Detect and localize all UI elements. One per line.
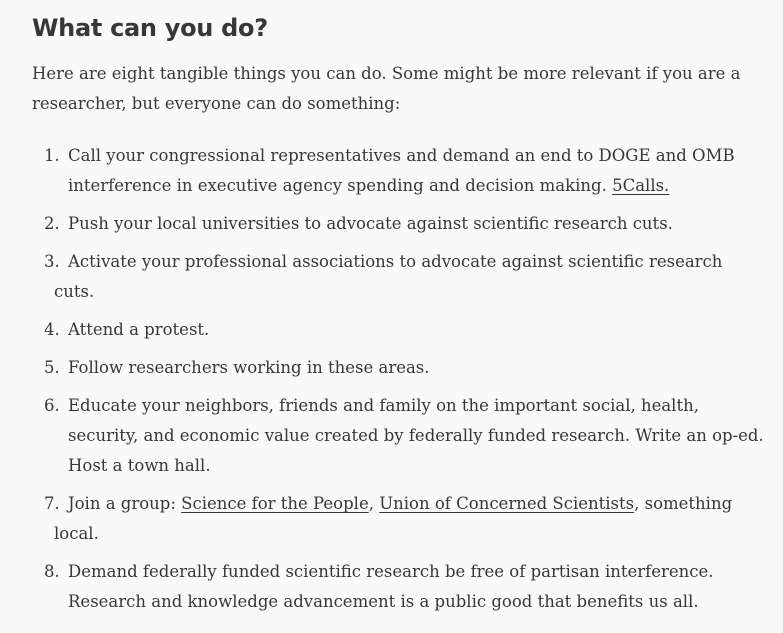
list-number: 7. xyxy=(44,494,60,513)
5calls-link[interactable]: 5Calls. xyxy=(612,176,670,195)
section-heading: What can you do? xyxy=(32,14,268,42)
item-text: Follow researchers working in these areas. xyxy=(68,358,430,377)
list-number: 3. xyxy=(44,252,60,271)
item-text-prefix: Join a group: xyxy=(68,494,182,513)
item-text: Attend a protest. xyxy=(68,320,210,339)
science-for-the-people-link[interactable]: Science for the People xyxy=(181,494,369,513)
item-text-line: cuts. xyxy=(54,282,95,301)
item-text-line: Activate your professional associations to advocate against scientific research xyxy=(68,252,723,271)
list-item-2 xyxy=(32,209,783,239)
item-text-line: Call your congressional representatives and demand an end to DOGE and OMB xyxy=(68,146,735,165)
item-text: Push your local universities to advocate against scientific research cuts. xyxy=(68,214,673,233)
list-number: 2. xyxy=(44,214,60,233)
item-text-line: interference in executive agency spending and decision making. xyxy=(68,176,613,195)
list-item-4 xyxy=(32,315,783,345)
item-text-suffix: , something xyxy=(634,494,733,513)
list-item-8 xyxy=(32,557,783,617)
union-of-concerned-scientists-link[interactable]: Union of Concerned Scientists xyxy=(379,494,635,513)
list-number: 4. xyxy=(44,320,60,339)
list-number: 5. xyxy=(44,358,60,377)
list-item-6 xyxy=(32,391,783,481)
intro-paragraph: Here are eight tangible things you can do. Some might be more relevant if you are a researcher, but everyone can do something: xyxy=(32,64,741,113)
item-text-line: security, and economic value created by federally funded research. Write an op-ed. xyxy=(68,426,764,445)
action-list xyxy=(32,141,783,617)
list-number: 6. xyxy=(44,396,60,415)
list-item-5 xyxy=(32,353,783,383)
item-text-line: Research and knowledge advancement is a public good that benefits us all. xyxy=(68,592,699,611)
list-item-3 xyxy=(32,247,783,307)
item-text-line: Educate your neighbors, friends and family on the important social, health, xyxy=(68,396,699,415)
list-item-1 xyxy=(32,141,783,201)
item-text-line: local. xyxy=(54,524,99,543)
item-text-line: Host a town hall. xyxy=(68,456,211,475)
item-text-line: Demand federally funded scientific research be free of partisan interference. xyxy=(68,562,714,581)
list-number: 1. xyxy=(44,146,60,165)
item-separator: , xyxy=(368,494,380,513)
list-item-7 xyxy=(32,489,783,549)
list-number: 8. xyxy=(44,562,60,581)
